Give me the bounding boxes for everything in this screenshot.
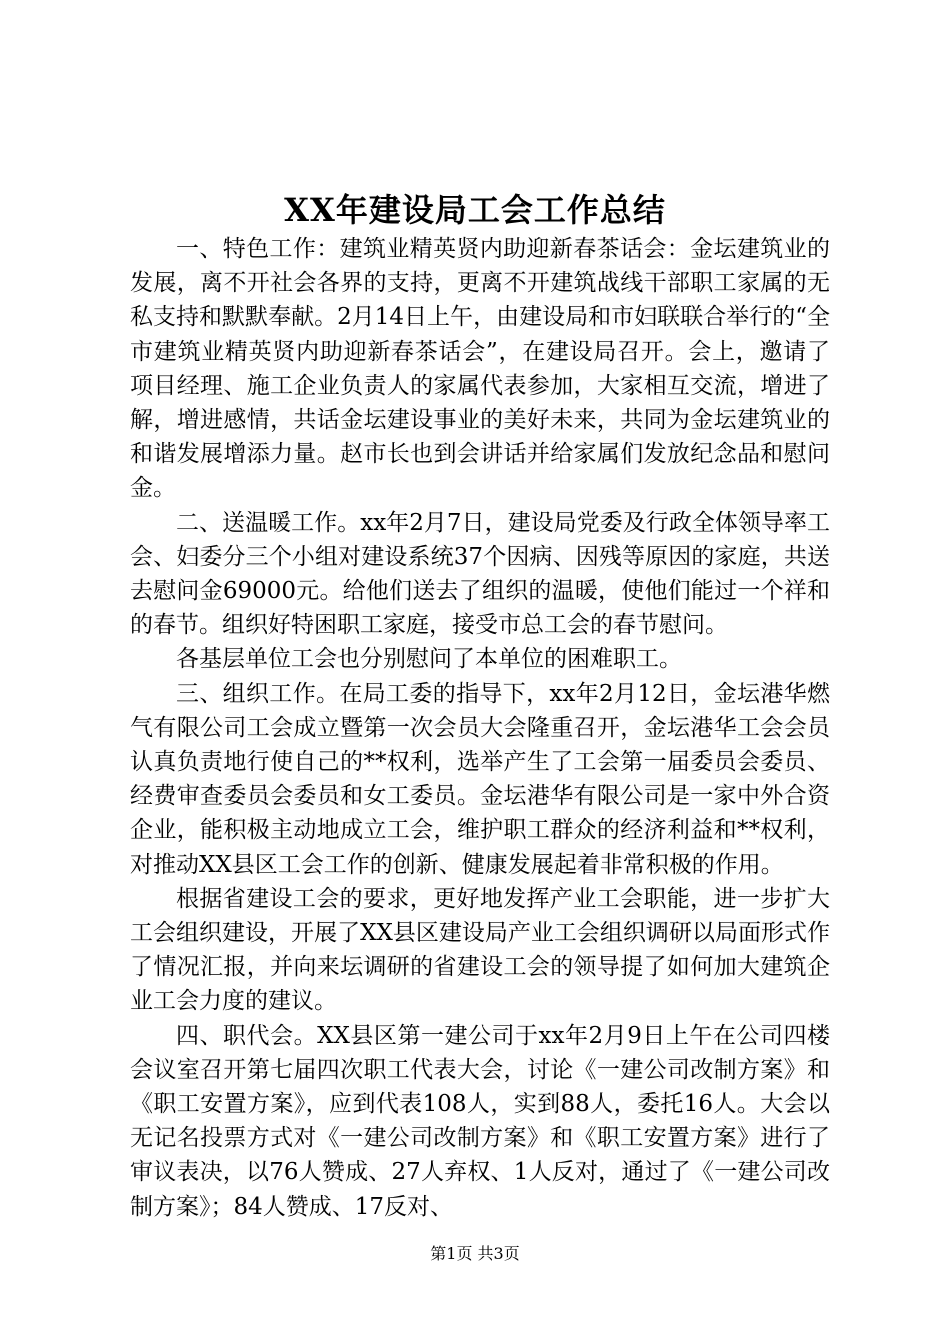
paragraph-grassroots-unions: 各基层单位工会也分别慰问了本单位的困难职工。 (176, 646, 682, 673)
paragraph-organization-work: 三、组织工作。在局工委的指导下，xx年2月12日，金坛港华燃气有限公司工会成立暨第一次会员大会隆重召开，金坛港华工会会员认真负责地行使自己的**权利，选举产生了工会第一届委员会委员、经费审查委员会委员和女工委员。金坛港华有限公司是一家中外合资企业，能积极主动地成立工会，维护职工群众的经济利益和**权利，对推动XX县区工会工作的创新、健康发展起着非常积极的作用。 (130, 680, 830, 878)
page-number: 第1页 共3页 (430, 1244, 520, 1263)
document-body (130, 232, 830, 1224)
paragraph-provincial-requirements: 根据省建设工会的要求，更好地发挥产业工会职能，进一步扩大工会组织建设，开展了XX县区建设局产业工会组织调研以局面形式作了情况汇报，并向来坛调研的省建设工会的领导提了如何加大建筑企业工会力度的建议。 (130, 885, 830, 1015)
paragraph-warmth-work: 二、送温暖工作。xx年2月7日，建设局党委及行政全体领导率工会、妇委分三个小组对建设系统37个因病、因残等原因的家庭，共送去慰问金69000元。给他们送去了组织的温暖，使他们能过一个祥和的春节。组织好特困职工家庭，接受市总工会的春节慰问。 (130, 509, 830, 639)
paragraph-workers-congress: 四、职代会。XX县区第一建公司于xx年2月9日上午在公司四楼会议室召开第七届四次职工代表大会，讨论《一建公司改制方案》和《职工安置方案》，应到代表108人，实到88人，委托16人。大会以无记名投票方式对《一建公司改制方案》和《职工安置方案》进行了审议表决，以76人赞成、27人弃权、1人反对，通过了《一建公司改制方案》；84人赞成、17反对、 (130, 1022, 830, 1220)
paragraph-special-work: 一、特色工作：建筑业精英贤内助迎新春茶话会：金坛建筑业的发展，离不开社会各界的支持，更离不开建筑战线干部职工家属的无私支持和默默奉献。2月14日上午，由建设局和市妇联联合举行的“全市建筑业精英贤内助迎新春茶话会”，在建设局召开。会上，邀请了项目经理、施工企业负责人的家属代表参加，大家相互交流，增进了解，增进感情，共话金坛建设事业的美好未来，共同为金坛建筑业的和谐发展增添力量。赵市长也到会讲话并给家属们发放纪念品和慰问金。 (130, 236, 830, 502)
document-title: XX年建设局工会工作总结 (284, 191, 666, 229)
